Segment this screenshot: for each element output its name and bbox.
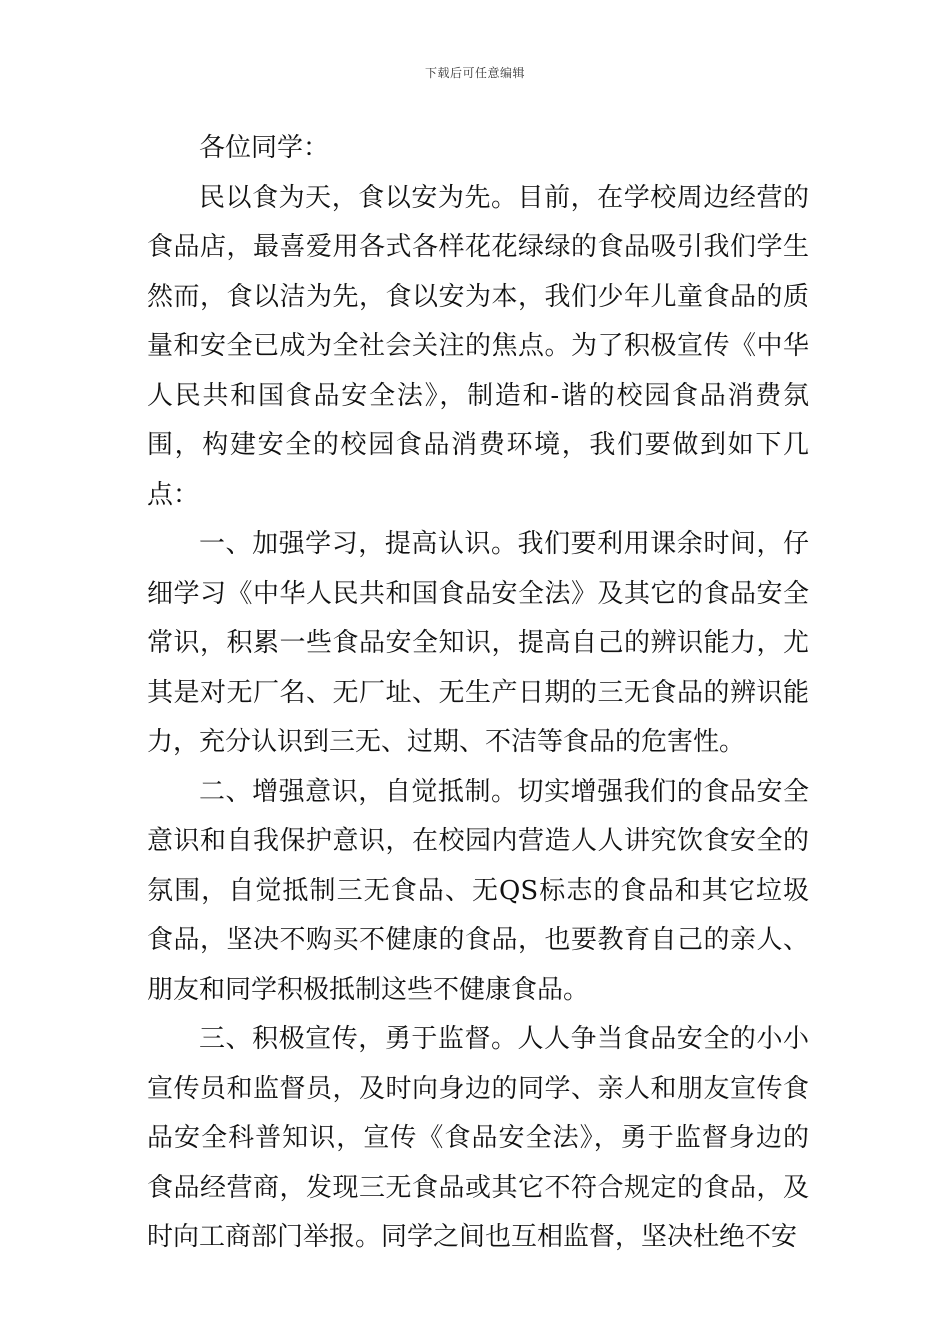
point-three-paragraph: 三、积极宣传，勇于监督。人人争当食品安全的小小宣传员和监督员，及时向身边的同学、亲人和朋友宣传食品安全科普知识，宣传《食品安全法》，勇于监督身边的食品经营商，发现三无食品或其它不符合规定的食品，及时向工商部门举报。同学之间也互相监督，坚决杜绝不安 — [147, 1024, 809, 1252]
point-two-paragraph: 二、增强意识，自觉抵制。切实增强我们的食品安全意识和自我保护意识，在校园内营造人人讲究饮食安全的氛围，自觉抵制三无食品、无QS标志的食品和其它垃圾食品，坚决不购买不健康的食品，也要教育自己的亲人、朋友和同学积极抵制这些不健康食品。 — [147, 776, 809, 1005]
point-one-paragraph: 一、加强学习，提高认识。我们要利用课余时间，仔细学习《中华人民共和国食品安全法》及其它的食品安全常识，积累一些食品安全知识，提高自己的辨识能力，尤其是对无厂名、无厂址、无生产日期的三无食品的辨识能力，充分认识到三无、过期、不洁等食品的危害性。 — [147, 529, 809, 757]
page-header: 下载后可任意编辑 — [424, 66, 525, 80]
greeting-line: 各位同学： — [199, 133, 330, 163]
document-body — [147, 124, 809, 1263]
intro-paragraph: 民以食为天，食以安为先。目前，在学校周边经营的食品店，最喜爱用各式各样花花绿绿的食品吸引我们学生然而，食以洁为先，食以安为本，我们少年儿童食品的质量和安全已成为全社会关注的焦点。为了积极宣传《中华人民共和国食品安全法》，制造和-谐的校园食品消费氛围，构建安全的校园食品消费环境，我们要做到如下几点： — [147, 182, 809, 510]
